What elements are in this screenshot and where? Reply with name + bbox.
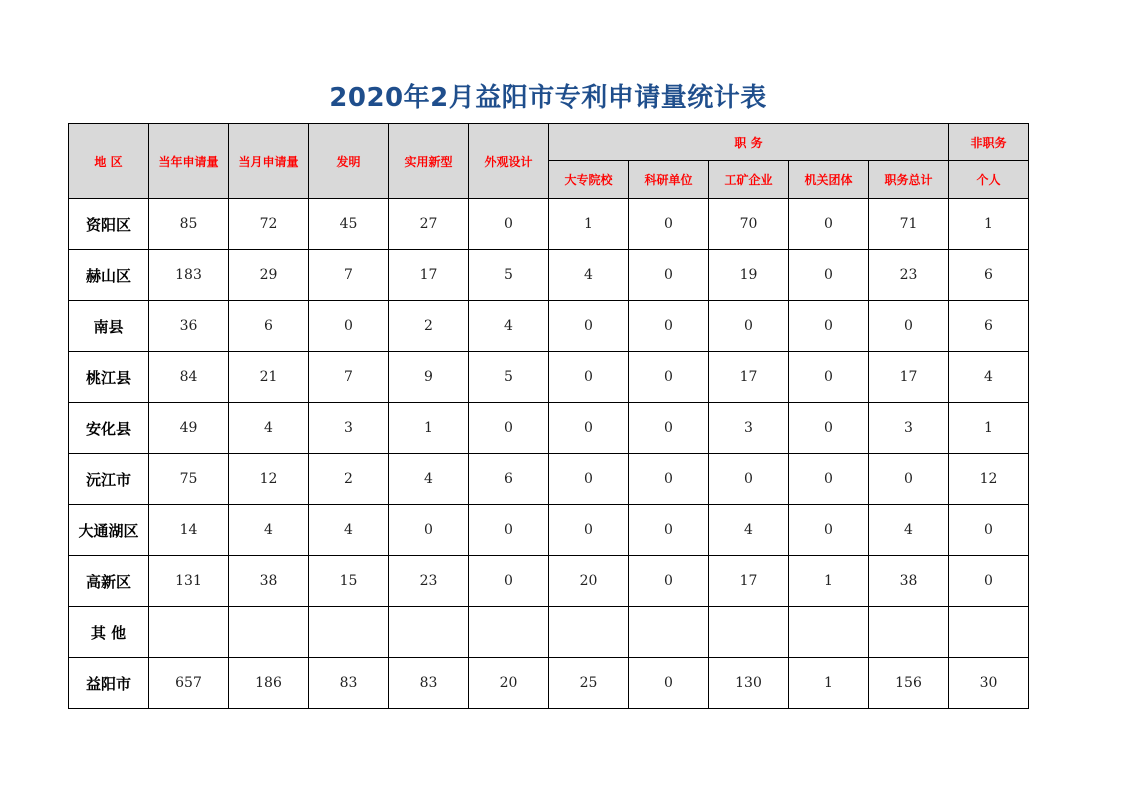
value-cell: 0 (549, 505, 629, 556)
value-cell: 0 (949, 556, 1029, 607)
value-cell: 0 (469, 505, 549, 556)
value-cell: 1 (789, 658, 869, 709)
header-colleges: 大专院校 (549, 161, 629, 199)
region-cell: 安化县 (69, 403, 149, 454)
value-cell: 0 (949, 505, 1029, 556)
value-cell: 0 (789, 454, 869, 505)
table-row (69, 301, 1029, 352)
table-row (69, 607, 1029, 658)
value-cell: 7 (309, 250, 389, 301)
value-cell: 4 (549, 250, 629, 301)
value-cell: 0 (709, 301, 789, 352)
value-cell (149, 607, 229, 658)
value-cell: 1 (389, 403, 469, 454)
header-row-1 (69, 124, 1029, 161)
header-research-institutes: 科研单位 (629, 161, 709, 199)
value-cell: 0 (869, 301, 949, 352)
value-cell: 1 (949, 199, 1029, 250)
value-cell: 20 (549, 556, 629, 607)
value-cell: 6 (229, 301, 309, 352)
value-cell: 4 (709, 505, 789, 556)
value-cell: 21 (229, 352, 309, 403)
value-cell: 71 (869, 199, 949, 250)
value-cell: 0 (549, 352, 629, 403)
table-row (69, 556, 1029, 607)
value-cell: 0 (549, 454, 629, 505)
value-cell: 5 (469, 250, 549, 301)
value-cell: 6 (949, 250, 1029, 301)
value-cell: 23 (389, 556, 469, 607)
value-cell: 0 (709, 454, 789, 505)
value-cell: 12 (949, 454, 1029, 505)
value-cell: 0 (549, 301, 629, 352)
region-cell: 沅江市 (69, 454, 149, 505)
value-cell: 49 (149, 403, 229, 454)
header-service-total: 职务总计 (869, 161, 949, 199)
region-cell: 赫山区 (69, 250, 149, 301)
value-cell (229, 607, 309, 658)
value-cell: 84 (149, 352, 229, 403)
value-cell: 14 (149, 505, 229, 556)
region-cell: 益阳市 (69, 658, 149, 709)
value-cell: 72 (229, 199, 309, 250)
table-row (69, 505, 1029, 556)
value-cell: 38 (229, 556, 309, 607)
value-cell: 0 (789, 505, 869, 556)
value-cell: 0 (629, 250, 709, 301)
region-cell: 其 他 (69, 607, 149, 658)
table-row (69, 454, 1029, 505)
value-cell: 0 (869, 454, 949, 505)
value-cell: 9 (389, 352, 469, 403)
value-cell: 30 (949, 658, 1029, 709)
region-cell: 大通湖区 (69, 505, 149, 556)
header-invention: 发明 (309, 124, 389, 199)
table-body (69, 199, 1029, 709)
value-cell: 15 (309, 556, 389, 607)
patent-stats-table (68, 123, 1029, 709)
table-header (69, 124, 1029, 199)
value-cell: 70 (709, 199, 789, 250)
table-row (69, 352, 1029, 403)
value-cell: 657 (149, 658, 229, 709)
header-nonservice-group: 非职务 (949, 124, 1029, 161)
value-cell (869, 607, 949, 658)
value-cell: 4 (309, 505, 389, 556)
value-cell: 7 (309, 352, 389, 403)
table-row (69, 250, 1029, 301)
region-cell: 资阳区 (69, 199, 149, 250)
value-cell (789, 607, 869, 658)
value-cell: 131 (149, 556, 229, 607)
value-cell: 85 (149, 199, 229, 250)
value-cell: 186 (229, 658, 309, 709)
value-cell: 6 (469, 454, 549, 505)
value-cell: 156 (869, 658, 949, 709)
value-cell: 1 (949, 403, 1029, 454)
value-cell: 0 (629, 199, 709, 250)
value-cell: 0 (629, 454, 709, 505)
value-cell (549, 607, 629, 658)
value-cell: 36 (149, 301, 229, 352)
value-cell: 0 (469, 403, 549, 454)
value-cell: 0 (469, 556, 549, 607)
value-cell: 5 (469, 352, 549, 403)
region-cell: 南县 (69, 301, 149, 352)
value-cell: 4 (229, 403, 309, 454)
value-cell: 4 (469, 301, 549, 352)
value-cell: 19 (709, 250, 789, 301)
value-cell: 0 (629, 505, 709, 556)
value-cell: 0 (549, 403, 629, 454)
value-cell: 0 (789, 199, 869, 250)
value-cell: 0 (309, 301, 389, 352)
value-cell: 0 (629, 556, 709, 607)
value-cell: 6 (949, 301, 1029, 352)
value-cell: 0 (629, 301, 709, 352)
value-cell: 17 (389, 250, 469, 301)
region-cell: 高新区 (69, 556, 149, 607)
value-cell: 183 (149, 250, 229, 301)
header-month-applications: 当月申请量 (229, 124, 309, 199)
value-cell: 0 (389, 505, 469, 556)
value-cell: 45 (309, 199, 389, 250)
header-enterprises: 工矿企业 (709, 161, 789, 199)
value-cell: 20 (469, 658, 549, 709)
value-cell (949, 607, 1029, 658)
value-cell: 4 (949, 352, 1029, 403)
value-cell: 23 (869, 250, 949, 301)
value-cell (629, 607, 709, 658)
value-cell: 27 (389, 199, 469, 250)
value-cell: 0 (469, 199, 549, 250)
value-cell: 83 (389, 658, 469, 709)
page-title: 2020年2月益阳市专利申请量统计表 (329, 83, 767, 113)
value-cell: 0 (789, 403, 869, 454)
value-cell: 4 (389, 454, 469, 505)
table-row (69, 199, 1029, 250)
value-cell: 12 (229, 454, 309, 505)
header-design: 外观设计 (469, 124, 549, 199)
header-region: 地 区 (69, 124, 149, 199)
value-cell: 75 (149, 454, 229, 505)
value-cell: 1 (549, 199, 629, 250)
value-cell: 0 (789, 301, 869, 352)
value-cell: 4 (229, 505, 309, 556)
value-cell: 0 (789, 250, 869, 301)
value-cell: 3 (309, 403, 389, 454)
value-cell: 83 (309, 658, 389, 709)
region-cell: 桃江县 (69, 352, 149, 403)
value-cell (389, 607, 469, 658)
value-cell: 3 (869, 403, 949, 454)
value-cell: 29 (229, 250, 309, 301)
header-service-group: 职 务 (549, 124, 949, 161)
value-cell: 2 (389, 301, 469, 352)
value-cell: 0 (629, 403, 709, 454)
value-cell (309, 607, 389, 658)
value-cell: 25 (549, 658, 629, 709)
value-cell: 17 (869, 352, 949, 403)
header-utility-model: 实用新型 (389, 124, 469, 199)
value-cell: 38 (869, 556, 949, 607)
value-cell: 17 (709, 352, 789, 403)
value-cell: 4 (869, 505, 949, 556)
value-cell (469, 607, 549, 658)
header-government-bodies: 机关团体 (789, 161, 869, 199)
value-cell: 130 (709, 658, 789, 709)
value-cell: 1 (789, 556, 869, 607)
value-cell: 0 (629, 658, 709, 709)
header-individual: 个人 (949, 161, 1029, 199)
value-cell: 3 (709, 403, 789, 454)
table-row (69, 403, 1029, 454)
value-cell: 0 (789, 352, 869, 403)
value-cell: 17 (709, 556, 789, 607)
header-year-applications: 当年申请量 (149, 124, 229, 199)
value-cell: 2 (309, 454, 389, 505)
value-cell (709, 607, 789, 658)
value-cell: 0 (629, 352, 709, 403)
table-row (69, 658, 1029, 709)
